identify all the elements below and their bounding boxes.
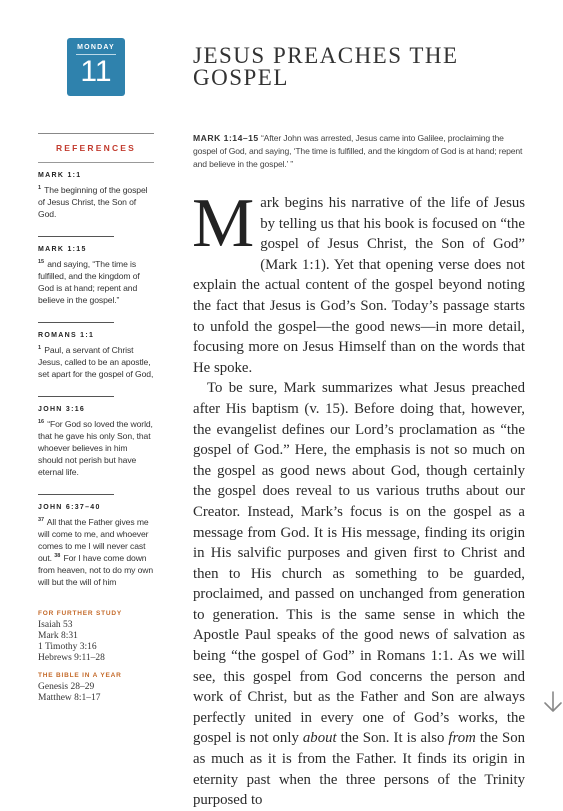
reference-divider xyxy=(38,322,114,323)
date-weekday: MONDAY xyxy=(77,44,115,51)
reference-text xyxy=(38,344,154,380)
bible-in-a-year-heading: THE BIBLE IN A YEAR xyxy=(38,672,122,679)
further-study-item: 1 Timothy 3:16 xyxy=(38,642,97,652)
paragraph-text: the Son. It is also xyxy=(336,730,449,747)
date-day-number: 11 xyxy=(80,55,112,88)
reference-verse-text: Paul, a servant of Christ Jesus, called to be an apostle, set apart for the gospel of God, xyxy=(38,345,154,379)
reference-item xyxy=(38,172,154,220)
paragraph-text: To be sure, Mark summarizes what Jesus preached after His baptism (v. 15). Before doing that, however, the evangelist defines our Lord’s proclamation as “the gospel of God.” Here, the emphasis is not so much on the gospel as good news about God, though certainly the gospel does reveal to us various truths about our Creator. Instead, Mark’s focus is on the gospel as a message from God. It is His message, finding its origin in His salvific purposes and given first to Christ and then to His church as something to be guarded, proclaimed, and passed on unchanged from generation to generation. This is the same sense in which the Apostle Paul speaks of the good news of salvation as being “the gospel of God” in Romans 1:1. As we will see, this gospel from God concerns the person and work of Christ, but as the Father and Son are always perfectly united in every one of God’s works, the gospel is not only xyxy=(193,380,525,747)
further-study-heading: FOR FURTHER STUDY xyxy=(38,610,123,617)
bible-in-a-year-item: Genesis 28–29 xyxy=(38,682,95,692)
page-title: JESUS PREACHES THE GOSPEL xyxy=(193,43,459,90)
reference-item xyxy=(38,406,154,478)
paragraph-text: the Son as much as it is from the Father. It finds its origin in eternity past when the three persons of the Trinity purposed to xyxy=(193,730,525,809)
reference-label: MARK 1:1 xyxy=(38,172,82,179)
verse-number: 38 xyxy=(54,553,61,559)
reference-item xyxy=(38,332,154,380)
reference-label: ROMANS 1:1 xyxy=(38,332,95,339)
body-paragraph xyxy=(193,378,525,810)
references-sidebar xyxy=(38,133,154,604)
verse-number: 15 xyxy=(38,259,44,265)
verse-number: 1 xyxy=(38,185,41,191)
reference-verse-text: and saying, “The time is fulfilled, and the kingdom of God is at hand; repent and believe in the gospel.” xyxy=(38,259,140,305)
reference-label: MARK 1:15 xyxy=(38,246,87,253)
further-study-item: Hebrews 9:11–28 xyxy=(38,653,105,663)
bible-in-a-year-item: Matthew 8:1–17 xyxy=(38,693,101,703)
reference-divider xyxy=(38,494,114,495)
further-study-item: Isaiah 53 xyxy=(38,620,73,630)
reference-text xyxy=(38,418,154,478)
verse-number: 16 xyxy=(38,419,44,425)
references-divider xyxy=(38,162,154,163)
reference-item xyxy=(38,504,154,588)
reference-verse-text: All that the Father gives me will come to me, and whoever comes to me I will never cast out. xyxy=(38,517,149,563)
reference-text xyxy=(38,184,154,220)
further-study-item: Mark 8:31 xyxy=(38,631,78,641)
reference-item xyxy=(38,246,154,306)
reference-verse-text: The beginning of the gospel of Jesus Christ, the Son of God. xyxy=(38,185,148,219)
scripture-reference: MARK 1:14–15 xyxy=(193,133,259,143)
paragraph-text: ark begins his narrative of the life of Jesus by telling us that his book is focused on “the gospel of Jesus Christ, the Son of God” (Mark 1:1). Yet that opening verse does not explain the actual content of the gospel beyond noting the fact that Jesus is God’s Son. Today’s passage starts to unfold the gospel—the good news—in more detail, focusing more on Jesus Himself than on the words that He spoke. xyxy=(193,195,525,376)
body-paragraph xyxy=(192,185,525,378)
reference-divider xyxy=(38,236,114,237)
reference-verse-text: “For God so loved the world, that he gave his only Son, that whoever believes in him should not perish but have eternal life. xyxy=(38,419,153,477)
article-body xyxy=(192,185,525,811)
drop-cap: M xyxy=(192,185,255,262)
verse-number: 1 xyxy=(38,345,41,351)
reference-divider xyxy=(38,396,114,397)
reference-label: JOHN 6:37–40 xyxy=(38,504,101,511)
further-study-section xyxy=(38,610,158,704)
emphasis-text: about xyxy=(302,730,337,747)
bible-in-a-year-section xyxy=(38,672,158,704)
verse-number: 37 xyxy=(38,517,44,523)
scripture-passage xyxy=(193,132,527,171)
scroll-down-arrow-icon[interactable] xyxy=(543,690,563,714)
reference-text xyxy=(38,258,154,306)
reference-text xyxy=(38,516,154,588)
references-heading: REFERENCES xyxy=(55,143,137,153)
reference-verse-text: For I have come down from heaven, not to do my own will but the will of him xyxy=(38,553,154,587)
scripture-text: “After John was arrested, Jesus came into Galilee, proclaiming the gospel of God, and saying, ‘The time is fulfilled, and the kingdom of God is at hand; repent and believe in the gospel.’ ” xyxy=(193,133,523,169)
emphasis-text: from xyxy=(448,730,476,747)
reference-label: JOHN 3:16 xyxy=(38,406,86,413)
date-badge xyxy=(67,38,125,96)
